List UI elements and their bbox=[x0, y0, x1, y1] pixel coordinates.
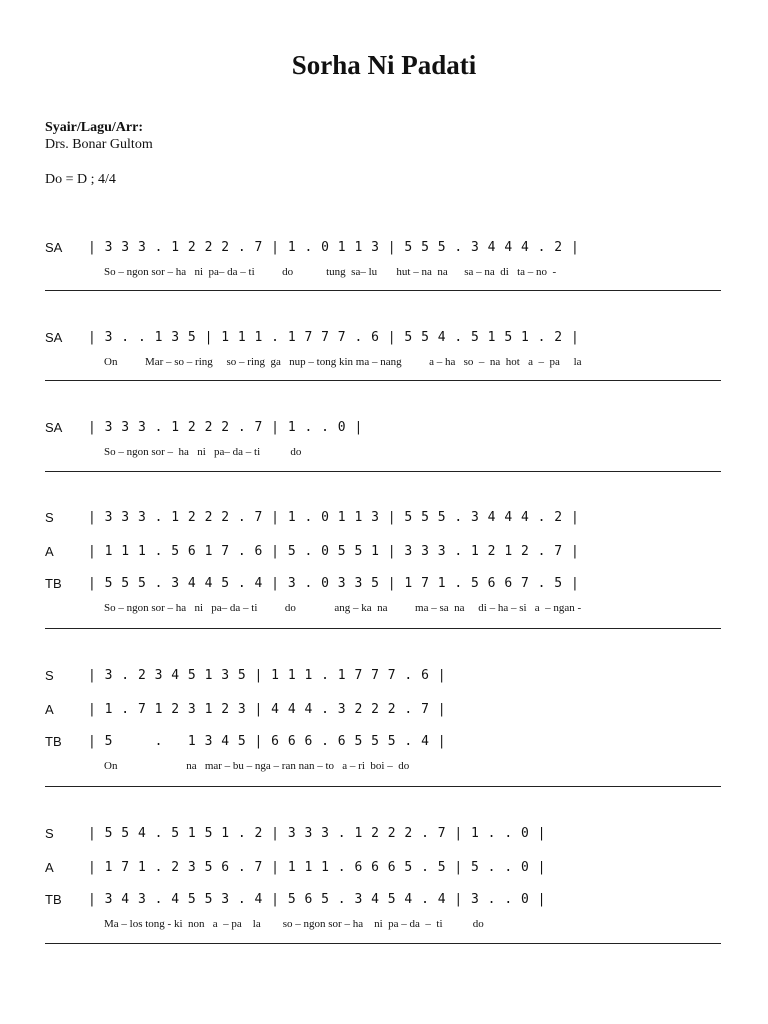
lyrics-line: Ma – los tong - ki non a – pa la so – ngon sor – ha ni pa – da – ti do bbox=[104, 918, 484, 930]
system-divider bbox=[45, 628, 721, 629]
lyrics-line: So – ngon sor – ha ni pa– da – ti do tung sa– lu hut – na na sa – na di ta – no - bbox=[104, 266, 557, 278]
part-label: SA bbox=[45, 330, 63, 345]
credit-name: Drs. Bonar Gultom bbox=[45, 137, 153, 152]
lyrics-line: On na mar – bu – nga – ran nan – to a – ri boi – do bbox=[104, 760, 410, 772]
lyrics-line: So – ngon sor – ha ni pa– da – ti do ang – ka na ma – sa na di – ha – si a – ngan - bbox=[104, 602, 582, 614]
key-signature: Do = D ; 4/4 bbox=[45, 172, 116, 187]
system-divider bbox=[45, 471, 721, 472]
notation-line: | 3 . . 1 3 5 | 1 1 1 . 1 7 7 7 . 6 | 5 5 4 . 5 1 5 1 . 2 | bbox=[88, 330, 580, 345]
notation-line: | 1 . 7 1 2 3 1 2 3 | 4 4 4 . 3 2 2 2 . 7 | bbox=[88, 702, 447, 717]
staff-row bbox=[0, 420, 768, 440]
part-label: TB bbox=[45, 892, 62, 907]
lyrics-line: On Mar – so – ring so – ring ga nup – tong kin ma – nang a – ha so – na hot a – pa la bbox=[104, 356, 582, 368]
staff-row bbox=[0, 892, 768, 912]
part-label: A bbox=[45, 860, 54, 875]
notation-line: | 5 5 5 . 3 4 4 5 . 4 | 3 . 0 3 3 5 | 1 7 1 . 5 6 6 7 . 5 | bbox=[88, 576, 580, 591]
part-label: SA bbox=[45, 420, 63, 435]
part-label: TB bbox=[45, 734, 62, 749]
notation-line: | 3 . 2 3 4 5 1 3 5 | 1 1 1 . 1 7 7 7 . 6 | bbox=[88, 668, 447, 683]
system-divider bbox=[45, 380, 721, 381]
staff-row bbox=[0, 576, 768, 596]
credit-label: Syair/Lagu/Arr: bbox=[45, 120, 143, 135]
staff-row bbox=[0, 734, 768, 754]
part-label: A bbox=[45, 702, 54, 717]
staff-row bbox=[0, 510, 768, 530]
notation-line: | 3 4 3 . 4 5 5 3 . 4 | 5 6 5 . 3 4 5 4 . 4 | 3 . . 0 | bbox=[88, 892, 546, 907]
system-divider bbox=[45, 943, 721, 944]
staff-row bbox=[0, 668, 768, 688]
staff-row bbox=[0, 860, 768, 880]
staff-row bbox=[0, 702, 768, 722]
notation-line: | 1 7 1 . 2 3 5 6 . 7 | 1 1 1 . 6 6 6 5 . 5 | 5 . . 0 | bbox=[88, 860, 546, 875]
part-label: S bbox=[45, 510, 54, 525]
staff-row bbox=[0, 330, 768, 350]
notation-line: | 5 . 1 3 4 5 | 6 6 6 . 6 5 5 5 . 4 | bbox=[88, 734, 447, 749]
notation-line: | 5 5 4 . 5 1 5 1 . 2 | 3 3 3 . 1 2 2 2 . 7 | 1 . . 0 | bbox=[88, 826, 546, 841]
part-label: S bbox=[45, 826, 54, 841]
staff-row bbox=[0, 826, 768, 846]
part-label: A bbox=[45, 544, 54, 559]
song-title: Sorha Ni Padati bbox=[291, 50, 477, 80]
staff-row bbox=[0, 544, 768, 564]
lyrics-line: So – ngon sor – ha ni pa– da – ti do bbox=[104, 446, 302, 458]
system-divider bbox=[45, 786, 721, 787]
staff-row bbox=[0, 240, 768, 260]
notation-line: | 3 3 3 . 1 2 2 2 . 7 | 1 . 0 1 1 3 | 5 5 5 . 3 4 4 4 . 2 | bbox=[88, 240, 580, 255]
notation-line: | 3 3 3 . 1 2 2 2 . 7 | 1 . 0 1 1 3 | 5 5 5 . 3 4 4 4 . 2 | bbox=[88, 510, 580, 525]
notation-line: | 3 3 3 . 1 2 2 2 . 7 | 1 . . 0 | bbox=[88, 420, 363, 435]
part-label: S bbox=[45, 668, 54, 683]
part-label: TB bbox=[45, 576, 62, 591]
system-divider bbox=[45, 290, 721, 291]
part-label: SA bbox=[45, 240, 63, 255]
notation-line: | 1 1 1 . 5 6 1 7 . 6 | 5 . 0 5 5 1 | 3 3 3 . 1 2 1 2 . 7 | bbox=[88, 544, 580, 559]
